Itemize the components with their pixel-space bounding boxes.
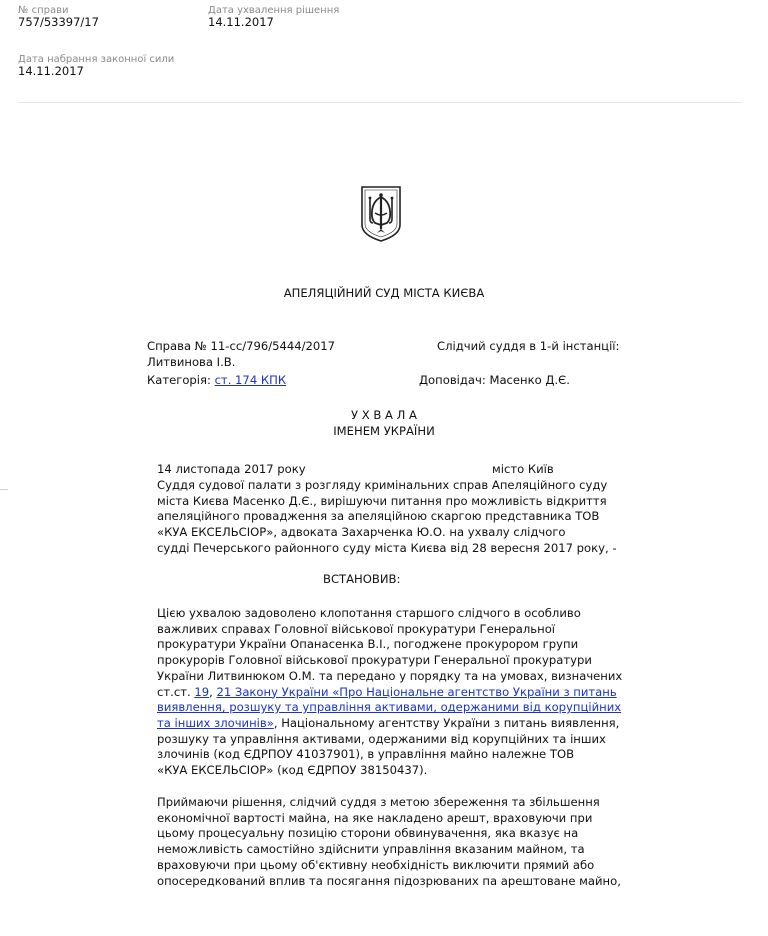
paragraph-line: [157, 716, 622, 732]
established-heading: ВСТАНОВИВ:: [323, 572, 401, 586]
first-instance-judge-label: Слідчий суддя в 1-й інстанції:: [437, 339, 620, 353]
law-link-part-2[interactable]: виявлення, розшуку та управління активами, одержаними від корупційних: [157, 700, 622, 715]
case-number-value: 757/53397/17: [18, 15, 99, 29]
intro-line: судді Печерського районного суду міста Києва від 28 вересня 2017 року, -: [157, 540, 617, 555]
article-19-link[interactable]: 19: [194, 684, 210, 699]
category-line: [147, 373, 286, 389]
paragraph-1: [157, 606, 622, 779]
ruling-city: місто Київ: [492, 462, 554, 476]
paragraph-line: цьому процесуальну позицію сторони обвинувачення, яка вказує на: [157, 826, 579, 841]
paragraph-line: розшуку та управління активами, одержаними від корупційних та інших: [157, 731, 606, 746]
paragraph-line: прокуратури України Опанасенка В.І., погоджене прокурором групи: [157, 637, 579, 652]
paragraph-line: України Литвинюком О.М. та передано у порядку та на умовах, визначених: [157, 668, 623, 683]
header-divider: [18, 102, 742, 103]
reporter: Доповідач: Масенко Д.Є.: [419, 373, 570, 387]
effective-date-label: Дата набрання законної сили: [18, 54, 175, 65]
paragraph-line: Цією ухвалою задоволено клопотання старшого слідчого в особливо: [157, 606, 581, 620]
paragraph-line: Приймаючи рішення, слідчий суддя з метою збереження та збільшення: [157, 795, 600, 809]
effective-date-value: 14.11.2017: [18, 64, 84, 78]
paragraph-line: опосередкований вплив та посягання підозрюваних па арештоване майно,: [157, 873, 621, 888]
comma-text: ,: [209, 684, 217, 699]
law-link-part-3[interactable]: та інших злочинів»: [157, 715, 274, 730]
court-title: АПЕЛЯЦІЙНИЙ СУД МІСТА КИЄВА: [283, 286, 485, 300]
decision-date-label: Дата ухвалення рішення: [208, 5, 340, 16]
effective-date-block: [18, 54, 174, 78]
intro-line: апеляційного провадження за апеляційною скаргою представника ТОВ: [157, 509, 600, 524]
case-line: Справа № 11-сс/796/5444/2017: [147, 339, 336, 353]
paragraph-line: неможливість самостійно здійснити управління вказаним майном, та: [157, 842, 585, 857]
paragraph-line: «КУА ЕКСЕЛЬСІОР» (код ЄДРПОУ 38150437).: [157, 763, 428, 778]
paragraph-line: прокурорів Головної військової прокуратури Генеральної прокуратури: [157, 653, 592, 668]
margin-tick: [0, 489, 8, 490]
paragraph-line: [157, 685, 622, 701]
paragraph-line: важливих справах Головної військової прокуратури Генеральної: [157, 621, 556, 636]
decision-date-block: [208, 5, 339, 29]
paragraph-line: враховуючи при цьому об'єктивну необхідність виключити прямий або: [157, 857, 595, 872]
in-name-of-ukraine-heading: ІМЕНЕМ УКРАЇНИ: [333, 424, 435, 438]
case-number-block: [18, 5, 99, 29]
decision-date-value: 14.11.2017: [208, 15, 274, 29]
ruling-date: 14 листопада 2017 року: [157, 462, 306, 476]
stst-text: ст.ст.: [157, 684, 195, 699]
category-link[interactable]: ст. 174 КПК: [214, 373, 287, 387]
intro-line: Суддя судової палати з розгляду кримінальних справ Апеляційного суду: [157, 478, 608, 492]
coat-of-arms-icon: [360, 185, 402, 243]
intro-line: «КУА ЕКСЕЛЬСІОР», адвоката Захарченка Ю.О. на ухвалу слідчого: [157, 525, 566, 540]
after-link-text: , Національному агентству України з питань виявлення,: [273, 715, 620, 730]
intro-paragraph: [157, 478, 617, 557]
first-instance-judge-name: Литвинова І.В.: [147, 355, 236, 369]
intro-line: міста Києва Масенко Д.Є., вирішуючи питання про можливість відкриття: [157, 493, 607, 508]
category-label: Категорія:: [147, 373, 215, 387]
ruling-heading: У Х В А Л А: [351, 408, 417, 422]
paragraph-line: [157, 700, 622, 716]
case-number-label: № справи: [18, 5, 69, 16]
paragraph-line: злочинів (код ЄДРПОУ 41037901), в управління майно належне ТОВ: [157, 747, 575, 762]
paragraph-2: [157, 795, 621, 889]
law-link-part-1[interactable]: 21 Закону України «Про Національне агентство України з питань: [216, 684, 617, 699]
paragraph-line: економічної вартості майна, на яке накладено арешт, враховуючи при: [157, 810, 593, 825]
